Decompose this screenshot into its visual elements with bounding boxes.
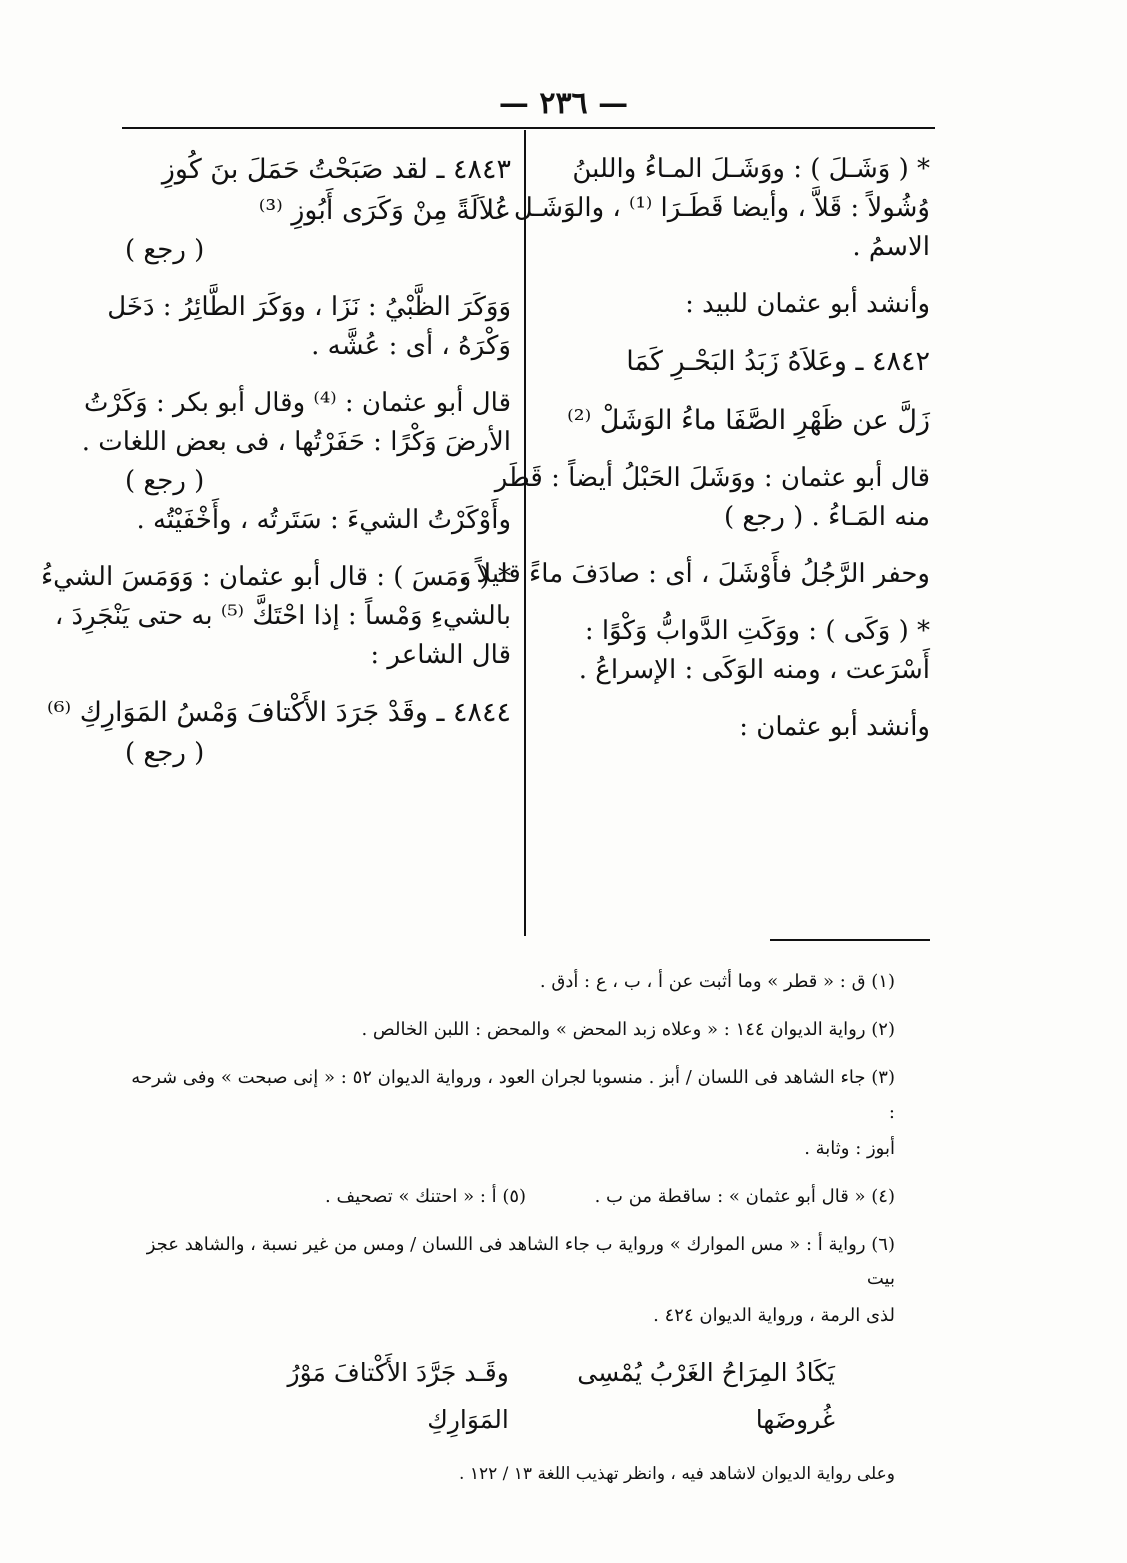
text-line: وأنشد أبو عثمان : — [739, 712, 930, 742]
text-line: أَسْرَعت ، ومنه الوَكَى : الإسراعُ . — [578, 655, 930, 685]
footnote-3: (٣) جاء الشاهد فى اللسان / أبز . منسوبا لجران العود ، ورواية الديوان ٥٢ : « إنى صبحت » وفى شرحه : — [131, 1067, 895, 1123]
column-divider — [524, 130, 526, 936]
text-line: وأَوْكَرْتُ الشيءَ : سَتَرتُه ، وأَخْفَيْتُه . — [136, 505, 511, 535]
text-line: بالشيءِ وَمْساً : إذا احْتَكَّ ⁽⁵⁾ به حتى يَنْجَرِدَ ، — [54, 601, 511, 631]
footnote-6-cont: لذى الرمة ، ورواية الديوان ٤٢٤ . — [653, 1304, 895, 1326]
text-line: ( رجع ) — [125, 235, 205, 265]
page-number: — ٢٣٦ — — [498, 86, 629, 121]
text-line: الأرضَ وَكْرًا : حَفَرْتُها ، فى بعض اللغات . — [81, 427, 511, 457]
footnote-5: (٥) أ : « احتنك » تصحيف . — [325, 1185, 527, 1207]
text-line: ( رجع ) — [125, 737, 205, 768]
text-line: * ( وَشَـلَ ) : ووَشَـلَ المـاءُ واللبنُ — [572, 154, 930, 184]
text-line: زَلَّ عن ظَهْرِ الصَّفَا ماءُ الوَشَلْ ⁽²⁾ — [567, 404, 930, 436]
footnote-2: (٢) رواية الديوان ١٤٤ : « وعلاه زبد المحض » والمحض : اللبن الخالص . — [361, 1019, 895, 1041]
footnote-1: (١) ق : « قطر » وما أثبت عن أ ، ب ، ع : أدق . — [539, 971, 895, 992]
text-line: وَكْرَهُ ، أى : عُشَّه . — [311, 331, 511, 361]
text-line: وَوَكَرَ الظَّبْيُ : نَزَا ، ووَكَرَ الطَّائِرُ : دَخَل — [107, 292, 511, 322]
text-line: ( رجع ) — [125, 466, 205, 496]
text-line: ٤٨٤٣ ـ لقد صَبَحْتُ حَمَلَ بنَ كُوزِ — [161, 154, 511, 185]
text-line: وحفر الرَّجُلُ فأَوْشَلَ ، أى : صادَفَ ماءً قليلاً . — [459, 559, 930, 589]
footnote-6-last: وعلى رواية الديوان لاشاهد فيه ، وانظر تهذيب اللغة ١٣ / ١٢٢ . — [459, 1463, 895, 1484]
footnote-rule — [770, 939, 930, 941]
poem-second-hemistich: وقَـد جَرَّدَ الأَكْتافَ مَوْرُ المَوَارِكِ — [287, 1357, 509, 1435]
footnote-poem — [125, 1349, 895, 1444]
right-column — [459, 150, 930, 747]
text-line: قال الشاعر : — [370, 640, 511, 670]
text-line: عُلاَلَةً مِنْ وَكَرَى أَبُوزِ ⁽³⁾ — [258, 194, 511, 226]
left-column — [40, 150, 511, 773]
text-line: منه المَـاءُ . ( رجع ) — [724, 502, 930, 532]
footnote-4: (٤) « قال أبو عثمان » : ساقطة من ب . — [594, 1185, 895, 1207]
poem-first-hemistich: يَكَادُ المِرَاحُ الغَرْبُ يُمْسِى غُروضَها — [577, 1357, 835, 1435]
text-line: * ( وَكَى ) : ووَكَتِ الدَّوابُّ وَكْوًا : — [584, 616, 930, 646]
text-line: وُشُولاً : قَلاَّ ، وأيضا قَطَـرَا ⁽¹⁾ ، والوَشَـل : — [496, 193, 930, 223]
text-line: * ( وَمَسَ ) : قال أبو عثمان : وَوَمَسَ الشيءُ — [40, 562, 511, 592]
text-line: ٤٨٤٢ ـ وعَلاَهُ زَبَدُ البَحْـرِ كَمَا — [626, 346, 930, 377]
footnote-6: (٦) رواية أ : « مس الموارك » ورواية ب جاء الشاهد فى اللسان / ومس من غير نسبة ، والشاهد عجز بيت — [146, 1234, 895, 1290]
text-line: قال أبو عثمان : ووَشَلَ الحَبْلُ أيضاً : قَطَر — [494, 463, 930, 493]
text-line: ٤٨٤٤ ـ وقَدْ جَرَدَ الأَكْتافَ وَمْسُ المَوَارِكِ ⁽⁶⁾ — [47, 697, 511, 728]
footnotes — [125, 965, 895, 1504]
footnote-3-cont: أبوز : وثابة . — [804, 1137, 895, 1159]
header-rule — [122, 127, 935, 129]
text-line: الاسمُ . — [852, 232, 930, 262]
text-line: وأنشد أبو عثمان للبيد : — [685, 289, 930, 319]
text-line: قال أبو عثمان : ⁽⁴⁾ وقال أبو بكر : وَكَرْتُ — [83, 388, 511, 418]
